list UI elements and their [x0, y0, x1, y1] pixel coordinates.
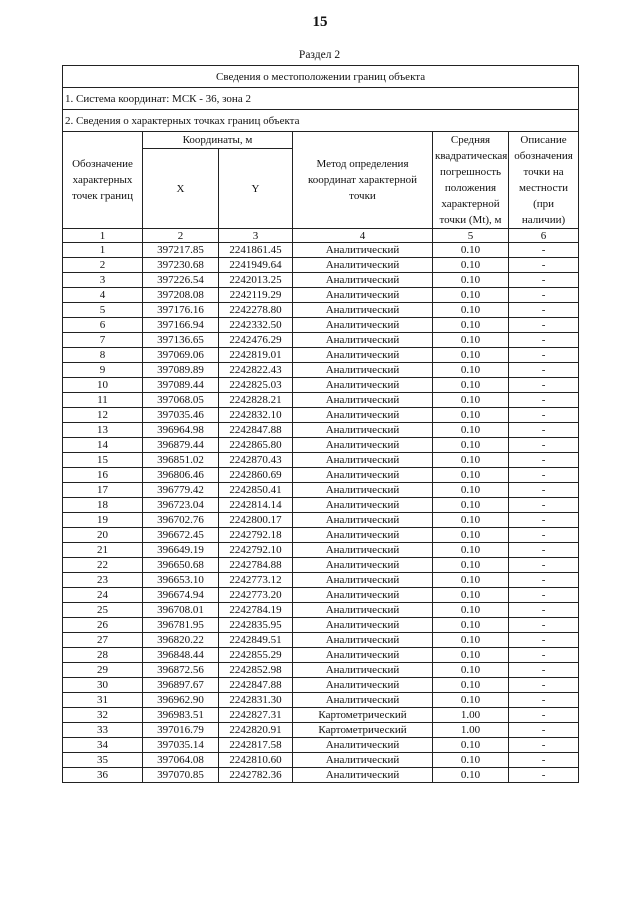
error-cell: 0.10: [433, 588, 509, 603]
y-coord-cell: 2242800.17: [219, 513, 293, 528]
table-row: [63, 303, 579, 318]
method-cell: Аналитический: [293, 513, 433, 528]
error-cell: 1.00: [433, 723, 509, 738]
error-cell: 0.10: [433, 423, 509, 438]
point-id-cell: 34: [63, 738, 143, 753]
description-cell: -: [509, 378, 579, 393]
description-cell: -: [509, 558, 579, 573]
x-coord-cell: 397089.44: [143, 378, 219, 393]
point-id-cell: 21: [63, 543, 143, 558]
x-coord-cell: 396723.04: [143, 498, 219, 513]
description-cell: -: [509, 348, 579, 363]
table-row: [63, 678, 579, 693]
description-cell: -: [509, 693, 579, 708]
table-title: Сведения о местоположении границ объекта: [63, 66, 579, 88]
error-cell: 0.10: [433, 558, 509, 573]
x-coord-cell: 397068.05: [143, 393, 219, 408]
x-coord-cell: 397035.14: [143, 738, 219, 753]
point-id-cell: 25: [63, 603, 143, 618]
y-coord-cell: 2242792.10: [219, 543, 293, 558]
error-cell: 0.10: [433, 273, 509, 288]
method-cell: Аналитический: [293, 618, 433, 633]
x-coord-cell: 397166.94: [143, 318, 219, 333]
point-id-cell: 18: [63, 498, 143, 513]
method-cell: Аналитический: [293, 693, 433, 708]
description-cell: -: [509, 588, 579, 603]
y-coord-cell: 2242827.31: [219, 708, 293, 723]
table-row: [63, 453, 579, 468]
x-coord-cell: 396674.94: [143, 588, 219, 603]
point-id-cell: 20: [63, 528, 143, 543]
description-cell: -: [509, 468, 579, 483]
x-coord-cell: 396983.51: [143, 708, 219, 723]
y-coord-cell: 2242825.03: [219, 378, 293, 393]
point-id-cell: 13: [63, 423, 143, 438]
x-coord-cell: 397064.08: [143, 753, 219, 768]
y-coord-cell: 2242855.29: [219, 648, 293, 663]
y-coord-cell: 2242860.69: [219, 468, 293, 483]
column-number: 6: [509, 229, 579, 243]
description-cell: -: [509, 618, 579, 633]
page-number: 15: [312, 14, 328, 30]
point-id-cell: 15: [63, 453, 143, 468]
table-row: [63, 393, 579, 408]
table-row: [63, 378, 579, 393]
description-cell: -: [509, 438, 579, 453]
x-coord-cell: 396897.67: [143, 678, 219, 693]
x-coord-cell: 397089.89: [143, 363, 219, 378]
table-row: [63, 408, 579, 423]
description-cell: -: [509, 453, 579, 468]
point-id-cell: 27: [63, 633, 143, 648]
table-row: [63, 423, 579, 438]
y-coord-cell: 2242832.10: [219, 408, 293, 423]
error-cell: 1.00: [433, 708, 509, 723]
point-id-cell: 2: [63, 258, 143, 273]
description-cell: -: [509, 663, 579, 678]
point-id-cell: 4: [63, 288, 143, 303]
point-id-cell: 11: [63, 393, 143, 408]
header-designation: Обозначение характерных точек границ: [63, 132, 143, 229]
header-x: X: [143, 149, 219, 229]
header-coordinates: Координаты, м: [143, 132, 293, 149]
description-cell: -: [509, 288, 579, 303]
error-cell: 0.10: [433, 678, 509, 693]
table-row: [63, 588, 579, 603]
table-row: [63, 573, 579, 588]
point-id-cell: 23: [63, 573, 143, 588]
point-id-cell: 32: [63, 708, 143, 723]
point-id-cell: 29: [63, 663, 143, 678]
description-cell: -: [509, 768, 579, 783]
y-coord-cell: 2242852.98: [219, 663, 293, 678]
method-cell: Картометрический: [293, 723, 433, 738]
table-row: [63, 468, 579, 483]
method-cell: Аналитический: [293, 648, 433, 663]
error-cell: 0.10: [433, 768, 509, 783]
method-cell: Картометрический: [293, 708, 433, 723]
y-coord-cell: 2242773.12: [219, 573, 293, 588]
error-cell: 0.10: [433, 738, 509, 753]
y-coord-cell: 2242814.14: [219, 498, 293, 513]
method-cell: Аналитический: [293, 573, 433, 588]
description-cell: -: [509, 498, 579, 513]
method-cell: Аналитический: [293, 363, 433, 378]
x-coord-cell: 397070.85: [143, 768, 219, 783]
error-cell: 0.10: [433, 348, 509, 363]
description-cell: -: [509, 648, 579, 663]
description-cell: -: [509, 723, 579, 738]
table-row: [63, 558, 579, 573]
boundary-table: [62, 65, 579, 783]
point-id-cell: 30: [63, 678, 143, 693]
description-cell: -: [509, 633, 579, 648]
y-coord-cell: 2242810.60: [219, 753, 293, 768]
description-cell: -: [509, 333, 579, 348]
description-cell: -: [509, 678, 579, 693]
x-coord-cell: 396708.01: [143, 603, 219, 618]
method-cell: Аналитический: [293, 318, 433, 333]
method-cell: Аналитический: [293, 348, 433, 363]
point-id-cell: 6: [63, 318, 143, 333]
header-method: Метод определения координат характерной точки: [293, 132, 433, 229]
table-row: [63, 288, 579, 303]
x-coord-cell: 396806.46: [143, 468, 219, 483]
error-cell: 0.10: [433, 498, 509, 513]
table-row: [63, 633, 579, 648]
y-coord-cell: 2242784.88: [219, 558, 293, 573]
error-cell: 0.10: [433, 468, 509, 483]
description-cell: -: [509, 303, 579, 318]
error-cell: 0.10: [433, 243, 509, 258]
error-cell: 0.10: [433, 438, 509, 453]
y-coord-cell: 2242831.30: [219, 693, 293, 708]
error-cell: 0.10: [433, 483, 509, 498]
point-id-cell: 16: [63, 468, 143, 483]
error-cell: 0.10: [433, 453, 509, 468]
error-cell: 0.10: [433, 393, 509, 408]
method-cell: Аналитический: [293, 603, 433, 618]
table-row: [63, 543, 579, 558]
error-cell: 0.10: [433, 258, 509, 273]
table-row: [63, 528, 579, 543]
method-cell: Аналитический: [293, 288, 433, 303]
method-cell: Аналитический: [293, 273, 433, 288]
description-cell: -: [509, 513, 579, 528]
error-cell: 0.10: [433, 408, 509, 423]
y-coord-cell: 2242792.18: [219, 528, 293, 543]
method-cell: Аналитический: [293, 498, 433, 513]
table-row: [63, 273, 579, 288]
description-cell: -: [509, 243, 579, 258]
table-row: [63, 318, 579, 333]
method-cell: Аналитический: [293, 393, 433, 408]
method-cell: Аналитический: [293, 408, 433, 423]
point-id-cell: 36: [63, 768, 143, 783]
table-row: [63, 723, 579, 738]
error-cell: 0.10: [433, 288, 509, 303]
method-cell: Аналитический: [293, 558, 433, 573]
x-coord-cell: 397176.16: [143, 303, 219, 318]
method-cell: Аналитический: [293, 468, 433, 483]
y-coord-cell: 2242835.95: [219, 618, 293, 633]
error-cell: 0.10: [433, 378, 509, 393]
description-cell: -: [509, 408, 579, 423]
point-id-cell: 24: [63, 588, 143, 603]
column-number: 4: [293, 229, 433, 243]
description-cell: -: [509, 318, 579, 333]
point-id-cell: 7: [63, 333, 143, 348]
method-cell: Аналитический: [293, 438, 433, 453]
description-cell: -: [509, 543, 579, 558]
x-coord-cell: 396848.44: [143, 648, 219, 663]
error-cell: 0.10: [433, 753, 509, 768]
point-id-cell: 28: [63, 648, 143, 663]
y-coord-cell: 2242476.29: [219, 333, 293, 348]
description-cell: -: [509, 258, 579, 273]
x-coord-cell: 396649.19: [143, 543, 219, 558]
description-cell: -: [509, 483, 579, 498]
header-error: Средняя квадратическая погрешность положения характерной точки (Mt), м: [433, 132, 509, 229]
method-cell: Аналитический: [293, 663, 433, 678]
x-coord-cell: 397035.46: [143, 408, 219, 423]
x-coord-cell: 396872.56: [143, 663, 219, 678]
x-coord-cell: 396672.45: [143, 528, 219, 543]
error-cell: 0.10: [433, 333, 509, 348]
method-cell: Аналитический: [293, 543, 433, 558]
x-coord-cell: 396962.90: [143, 693, 219, 708]
x-coord-cell: 396702.76: [143, 513, 219, 528]
method-cell: Аналитический: [293, 303, 433, 318]
x-coord-cell: 396653.10: [143, 573, 219, 588]
column-number: 3: [219, 229, 293, 243]
point-id-cell: 5: [63, 303, 143, 318]
description-cell: -: [509, 603, 579, 618]
table-row: [63, 618, 579, 633]
table-row: [63, 348, 579, 363]
point-id-cell: 26: [63, 618, 143, 633]
point-id-cell: 22: [63, 558, 143, 573]
description-cell: -: [509, 393, 579, 408]
x-coord-cell: 396820.22: [143, 633, 219, 648]
x-coord-cell: 397208.08: [143, 288, 219, 303]
method-cell: Аналитический: [293, 588, 433, 603]
description-cell: -: [509, 573, 579, 588]
error-cell: 0.10: [433, 633, 509, 648]
method-cell: Аналитический: [293, 753, 433, 768]
error-cell: 0.10: [433, 693, 509, 708]
method-cell: Аналитический: [293, 768, 433, 783]
error-cell: 0.10: [433, 528, 509, 543]
description-cell: -: [509, 528, 579, 543]
x-coord-cell: 397069.06: [143, 348, 219, 363]
y-coord-cell: 2242332.50: [219, 318, 293, 333]
point-id-cell: 10: [63, 378, 143, 393]
x-coord-cell: 396879.44: [143, 438, 219, 453]
table-row: [63, 438, 579, 453]
header-description: Описание обозначения точки на местности (при наличии): [509, 132, 579, 229]
method-cell: Аналитический: [293, 738, 433, 753]
point-id-cell: 31: [63, 693, 143, 708]
description-cell: -: [509, 423, 579, 438]
table-row: [63, 243, 579, 258]
point-id-cell: 35: [63, 753, 143, 768]
section-label: Раздел 2: [298, 49, 341, 61]
method-cell: Аналитический: [293, 378, 433, 393]
table-row: [63, 498, 579, 513]
y-coord-cell: 2241949.64: [219, 258, 293, 273]
method-cell: Аналитический: [293, 633, 433, 648]
table-row: [63, 663, 579, 678]
column-number: 1: [63, 229, 143, 243]
y-coord-cell: 2242847.88: [219, 423, 293, 438]
table-row: [63, 648, 579, 663]
y-coord-cell: 2242819.01: [219, 348, 293, 363]
table-row: [63, 768, 579, 783]
coord-system-row: 1. Система координат: МСК - 36, зона 2: [63, 88, 579, 110]
y-coord-cell: 2242849.51: [219, 633, 293, 648]
table-row: [63, 258, 579, 273]
method-cell: Аналитический: [293, 483, 433, 498]
table-row: [63, 513, 579, 528]
table-row: [63, 333, 579, 348]
y-coord-cell: 2242773.20: [219, 588, 293, 603]
column-number: 2: [143, 229, 219, 243]
error-cell: 0.10: [433, 318, 509, 333]
y-coord-cell: 2242782.36: [219, 768, 293, 783]
method-cell: Аналитический: [293, 528, 433, 543]
error-cell: 0.10: [433, 618, 509, 633]
method-cell: Аналитический: [293, 258, 433, 273]
point-id-cell: 33: [63, 723, 143, 738]
x-coord-cell: 396851.02: [143, 453, 219, 468]
error-cell: 0.10: [433, 603, 509, 618]
error-cell: 0.10: [433, 363, 509, 378]
description-cell: -: [509, 273, 579, 288]
point-id-cell: 14: [63, 438, 143, 453]
table-row: [63, 753, 579, 768]
column-number: 5: [433, 229, 509, 243]
table-row: [63, 603, 579, 618]
y-coord-cell: 2242847.88: [219, 678, 293, 693]
table-row: [63, 693, 579, 708]
x-coord-cell: 397230.68: [143, 258, 219, 273]
description-cell: -: [509, 708, 579, 723]
table-row: [63, 363, 579, 378]
y-coord-cell: 2242828.21: [219, 393, 293, 408]
x-coord-cell: 397016.79: [143, 723, 219, 738]
x-coord-cell: 397226.54: [143, 273, 219, 288]
error-cell: 0.10: [433, 663, 509, 678]
error-cell: 0.10: [433, 303, 509, 318]
point-id-cell: 9: [63, 363, 143, 378]
table-row: [63, 483, 579, 498]
y-coord-cell: 2242820.91: [219, 723, 293, 738]
method-cell: Аналитический: [293, 423, 433, 438]
description-cell: -: [509, 363, 579, 378]
table-row: [63, 708, 579, 723]
x-coord-cell: 397136.65: [143, 333, 219, 348]
header-y: Y: [219, 149, 293, 229]
description-cell: -: [509, 738, 579, 753]
y-coord-cell: 2242822.43: [219, 363, 293, 378]
y-coord-cell: 2242817.58: [219, 738, 293, 753]
y-coord-cell: 2242013.25: [219, 273, 293, 288]
error-cell: 0.10: [433, 648, 509, 663]
table-row: [63, 738, 579, 753]
method-cell: Аналитический: [293, 333, 433, 348]
y-coord-cell: 2242119.29: [219, 288, 293, 303]
x-coord-cell: 396781.95: [143, 618, 219, 633]
point-id-cell: 19: [63, 513, 143, 528]
x-coord-cell: 397217.85: [143, 243, 219, 258]
method-cell: Аналитический: [293, 678, 433, 693]
description-cell: -: [509, 753, 579, 768]
x-coord-cell: 396650.68: [143, 558, 219, 573]
error-cell: 0.10: [433, 543, 509, 558]
y-coord-cell: 2242865.80: [219, 438, 293, 453]
y-coord-cell: 2242278.80: [219, 303, 293, 318]
point-id-cell: 12: [63, 408, 143, 423]
point-id-cell: 3: [63, 273, 143, 288]
method-cell: Аналитический: [293, 243, 433, 258]
point-id-cell: 17: [63, 483, 143, 498]
x-coord-cell: 396964.98: [143, 423, 219, 438]
method-cell: Аналитический: [293, 453, 433, 468]
point-id-cell: 1: [63, 243, 143, 258]
points-title-row: 2. Сведения о характерных точках границ объекта: [63, 110, 579, 132]
x-coord-cell: 396779.42: [143, 483, 219, 498]
y-coord-cell: 2242870.43: [219, 453, 293, 468]
point-id-cell: 8: [63, 348, 143, 363]
y-coord-cell: 2242784.19: [219, 603, 293, 618]
error-cell: 0.10: [433, 513, 509, 528]
error-cell: 0.10: [433, 573, 509, 588]
y-coord-cell: 2242850.41: [219, 483, 293, 498]
y-coord-cell: 2241861.45: [219, 243, 293, 258]
